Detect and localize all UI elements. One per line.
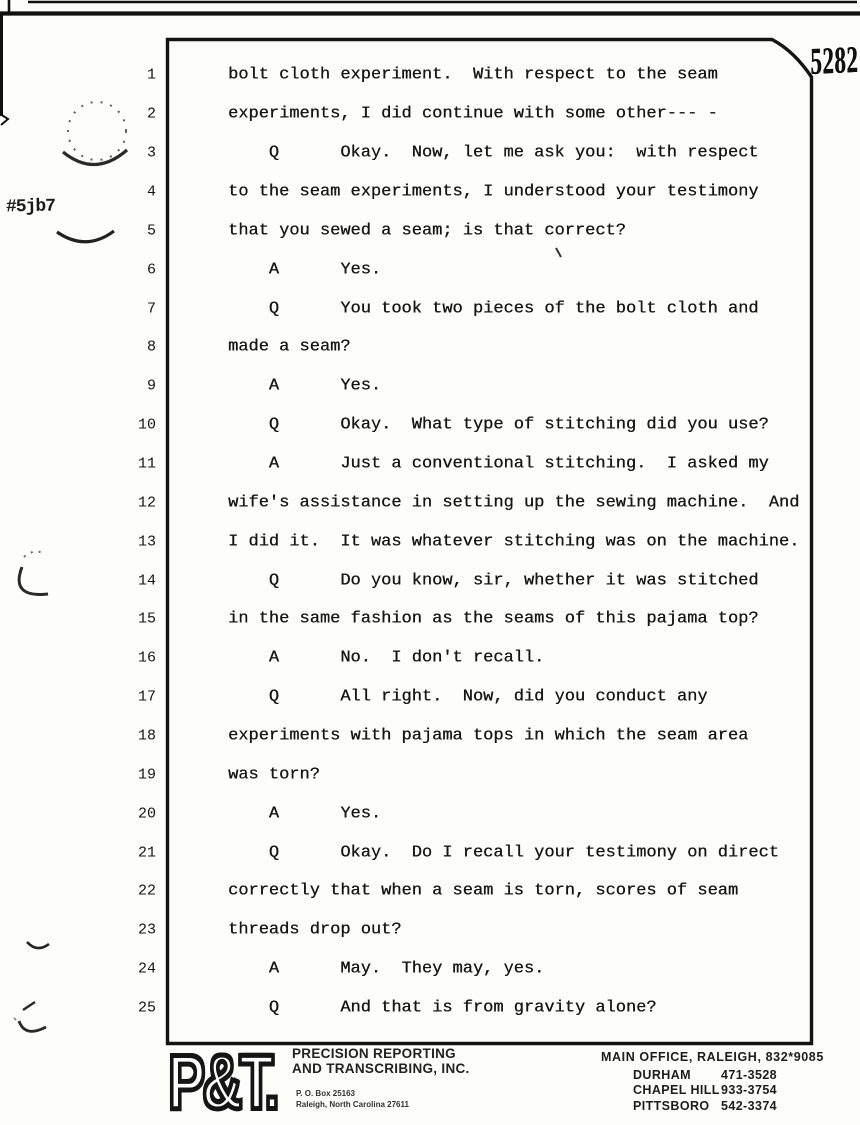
- line-number: 2: [146, 105, 156, 123]
- transcript-lines: [0, 56, 860, 1027]
- transcript-line: [0, 173, 860, 212]
- line-number: 9: [146, 377, 156, 395]
- margin-note: #5jb7: [5, 196, 56, 218]
- transcript-line: [0, 872, 860, 911]
- line-number: 15: [137, 610, 156, 628]
- office-phone: 542-3374: [721, 1098, 778, 1113]
- line-text: A No. I don't recall.: [228, 648, 545, 668]
- line-text: Q Okay. Do I recall your testimony on direct: [228, 843, 779, 863]
- transcript-line: [0, 289, 860, 328]
- line-number: 17: [137, 688, 156, 706]
- line-text: threads drop out?: [228, 920, 402, 940]
- office-locations: [633, 1068, 777, 1114]
- transcript-line: [0, 639, 860, 678]
- line-text: A Yes.: [228, 376, 382, 396]
- main-office-line: MAIN OFFICE, RALEIGH, 832*9085: [601, 1050, 824, 1064]
- company-address: [296, 1088, 409, 1110]
- line-number: 21: [137, 844, 156, 862]
- transcript-line: [0, 328, 860, 367]
- office-city: DURHAM: [633, 1068, 691, 1082]
- transcript-line: [0, 250, 860, 289]
- line-number: 13: [137, 533, 156, 551]
- line-text: Q Okay. What type of stitching did you use?: [228, 415, 769, 435]
- line-number: 19: [137, 766, 156, 784]
- line-number: 20: [137, 805, 156, 823]
- transcript-line: [0, 406, 860, 445]
- transcript-line: [0, 755, 860, 794]
- transcript-line: [0, 717, 860, 756]
- company-address-line2: Raleigh, North Carolina 27611: [296, 1100, 409, 1109]
- line-number: 5: [146, 222, 156, 240]
- office-city: CHAPEL HILL: [633, 1083, 720, 1098]
- line-text: in the same fashion as the seams of this pajama top?: [228, 609, 759, 629]
- line-text: experiments, I did continue with some other--- -: [228, 104, 718, 124]
- office-city: PITTSBORO: [633, 1098, 710, 1113]
- line-number: 25: [137, 999, 156, 1017]
- line-text: Q Do you know, sir, whether it was stitched: [228, 571, 759, 591]
- office-location-row: [633, 1068, 777, 1083]
- office-phone: 471-3528: [721, 1068, 778, 1082]
- line-number: 22: [137, 882, 156, 900]
- line-text: Q And that is from gravity alone?: [228, 998, 657, 1018]
- line-text: to the seam experiments, I understood your testimony: [228, 182, 759, 202]
- company-name-line1: PRECISION REPORTING: [292, 1046, 456, 1061]
- transcript-line: [0, 445, 860, 484]
- line-text: Q All right. Now, did you conduct any: [228, 687, 708, 707]
- line-text: wife's assistance in setting up the sewing machine. And: [228, 493, 800, 513]
- company-logo: P&T.: [168, 1039, 277, 1125]
- line-number: 18: [137, 727, 156, 745]
- line-number: 12: [137, 494, 156, 512]
- company-address-line1: P. O. Box 25163: [296, 1089, 355, 1098]
- line-text: A Just a conventional stitching. I asked my: [228, 454, 769, 474]
- line-text: bolt cloth experiment. With respect to the seam: [228, 65, 718, 85]
- transcript-line: [0, 522, 860, 561]
- line-text: I did it. It was whatever stitching was on the machine.: [228, 532, 800, 552]
- line-text: Q You took two pieces of the bolt cloth and: [228, 299, 759, 319]
- line-text: Q Okay. Now, let me ask you: with respect: [228, 143, 759, 163]
- line-number: 3: [146, 144, 156, 162]
- line-number: 10: [137, 416, 156, 434]
- transcript-line: [0, 911, 860, 950]
- line-number: 8: [146, 338, 156, 356]
- page-number-stamp: 5282: [810, 38, 859, 83]
- line-number: 23: [137, 921, 156, 939]
- line-number: 4: [146, 183, 156, 201]
- transcript-line: [0, 56, 860, 95]
- line-text: A Yes.: [228, 804, 382, 824]
- line-text: that you sewed a seam; is that correct?: [228, 221, 626, 241]
- office-location-row: [633, 1083, 777, 1098]
- line-number: 11: [137, 455, 156, 473]
- line-text: A Yes.: [228, 260, 382, 280]
- line-text: correctly that when a seam is torn, scores of seam: [228, 881, 739, 901]
- office-location-row: [633, 1099, 777, 1114]
- line-number: 24: [137, 960, 156, 978]
- transcript-line: [0, 794, 860, 833]
- transcript-line: [0, 95, 860, 134]
- transcript-line: [0, 483, 860, 522]
- transcript-line: [0, 367, 860, 406]
- transcript-line: [0, 989, 860, 1028]
- line-number: 6: [146, 261, 156, 279]
- line-number: 14: [137, 572, 156, 590]
- line-number: 16: [137, 649, 156, 667]
- transcript-line: [0, 678, 860, 717]
- line-text: A May. They may, yes.: [228, 959, 545, 979]
- line-text: made a seam?: [228, 337, 351, 357]
- transcript-line: [0, 950, 860, 989]
- transcript-line: [0, 134, 860, 173]
- line-number: 1: [146, 66, 156, 84]
- line-text: experiments with pajama tops in which the seam area: [228, 726, 749, 746]
- line-number: 7: [146, 300, 156, 318]
- transcript-line: [0, 561, 860, 600]
- transcript-line: [0, 600, 860, 639]
- transcript-line: [0, 833, 860, 872]
- line-text: was torn?: [228, 765, 320, 785]
- office-phone: 933-3754: [721, 1083, 778, 1098]
- transcript-line: [0, 211, 860, 250]
- company-name-line2: AND TRANSCRIBING, INC.: [292, 1061, 470, 1076]
